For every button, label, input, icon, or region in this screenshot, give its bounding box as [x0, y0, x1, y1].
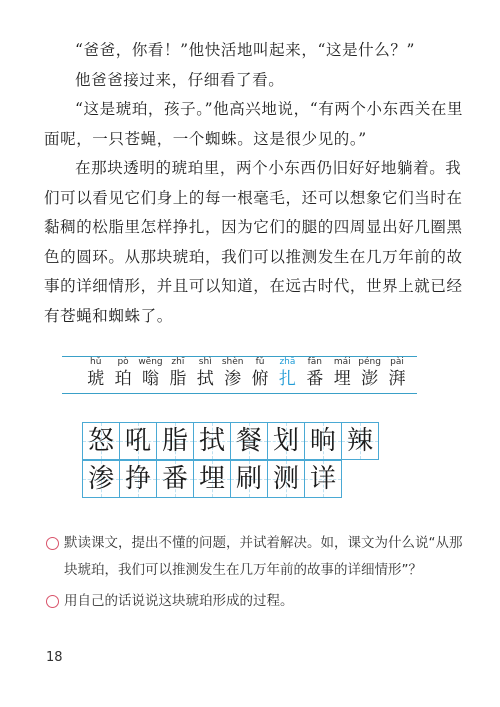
- vocab-char: 渗: [224, 369, 242, 389]
- writing-cell: [156, 422, 194, 460]
- writing-char: 埋: [198, 464, 225, 494]
- writing-grid-row-1: [82, 422, 379, 460]
- writing-char: 刷: [235, 464, 262, 494]
- writing-cell: [82, 460, 120, 498]
- circle-bullet-icon: [46, 595, 59, 608]
- writing-char: 划: [272, 426, 299, 456]
- story-text: [44, 36, 464, 331]
- vocab-item: [192, 356, 219, 390]
- writing-cell: [267, 422, 305, 460]
- vocab-item: [109, 356, 136, 390]
- writing-char: 晌: [309, 426, 336, 456]
- writing-cell: [119, 460, 157, 498]
- vocab-item: [82, 356, 109, 390]
- writing-char: 拭: [198, 426, 225, 456]
- pinyin: wēng: [138, 357, 163, 367]
- pinyin: pò: [117, 357, 129, 367]
- pinyin: péng: [358, 357, 381, 367]
- vocab-char: 俯: [251, 369, 269, 389]
- vocab-item: [246, 356, 273, 390]
- pinyin: shì: [198, 357, 212, 367]
- exercise-text: 默读课文，提出不懂的问题，并试着解决。如，课文为什么说“从那块琥珀，我们可以推测发生在几万年前的故事的详细情形”？: [64, 535, 463, 578]
- vocab-char: 脂: [169, 369, 187, 389]
- vocab-item: [219, 356, 246, 390]
- vocab-char: 澎: [361, 369, 379, 389]
- writing-char: 测: [272, 464, 299, 494]
- writing-char: 挣: [124, 464, 151, 494]
- writing-cell: [230, 422, 268, 460]
- vocab-char: 湃: [388, 369, 406, 389]
- vocab-char: 扎: [278, 369, 296, 389]
- writing-char: 详: [309, 464, 336, 494]
- pinyin: fǔ: [255, 357, 265, 367]
- writing-cell: [193, 422, 231, 460]
- vocab-item: [329, 356, 356, 390]
- pinyin: zhā: [279, 357, 296, 367]
- circle-bullet-icon: [46, 537, 59, 550]
- page-number: 18: [46, 650, 63, 665]
- story-paragraph: “这是琥珀，孩子。”他高兴地说，“有两个小东西关在里面呢，一只苍蝇，一个蜘蛛。这是很少见的。”: [44, 100, 464, 148]
- writing-char: 渗: [87, 464, 114, 494]
- exercise-item: [46, 530, 466, 584]
- vocab-item: [301, 356, 328, 390]
- vocab-bottom-rule: [62, 393, 417, 394]
- pinyin: shèn: [221, 357, 244, 367]
- vocab-char: 拭: [196, 369, 214, 389]
- writing-cell: [267, 460, 305, 498]
- writing-cell: [119, 422, 157, 460]
- vocab-strip: [82, 356, 411, 390]
- pinyin: zhī: [171, 357, 185, 367]
- writing-cell: [230, 460, 268, 498]
- writing-grid-row-2: [82, 460, 342, 498]
- pinyin: fān: [307, 357, 323, 367]
- writing-char: 脂: [161, 426, 188, 456]
- writing-cell: [156, 460, 194, 498]
- vocab-item: [164, 356, 191, 390]
- writing-cell: [193, 460, 231, 498]
- writing-char: 餐: [235, 426, 262, 456]
- vocab-item: [383, 356, 410, 390]
- exercise-item: [46, 588, 466, 615]
- story-paragraph: “爸爸，你看！”他快活地叫起来，“这是什么？”: [75, 41, 415, 59]
- exercise-text: 用自己的话说说这块琥珀形成的过程。: [64, 593, 294, 609]
- pinyin: pài: [390, 357, 404, 367]
- vocab-char: 番: [306, 369, 324, 389]
- writing-cell: [341, 422, 379, 460]
- writing-cell: [304, 422, 342, 460]
- vocab-char: 琥: [87, 369, 105, 389]
- vocab-char: 埋: [333, 369, 351, 389]
- writing-char: 辣: [346, 426, 373, 456]
- writing-char: 番: [161, 464, 188, 494]
- story-paragraph: 他爸爸接过来，仔细看了看。: [75, 70, 285, 89]
- writing-cell: [304, 460, 342, 498]
- vocab-item-highlighted: [274, 356, 301, 390]
- writing-char: 吼: [124, 426, 151, 456]
- vocab-item: [137, 356, 164, 390]
- story-paragraph: 在那块透明的琥珀里，两个小东西仍旧好好地躺着。我们可以看见它们身上的每一根毫毛，还可以想象它们当时在黏稠的松脂里怎样挣扎，因为它们的腿的四周显出好几圈黑色的圆环。从那块琥珀，我们可以推测发生在几万年前的故事的详细情形，并且可以知道，在远古时代，世界上就已经有苍蝇和蜘蛛了。: [44, 159, 463, 325]
- vocab-item: [356, 356, 383, 390]
- vocab-char: 珀: [114, 369, 132, 389]
- writing-char: 怒: [87, 426, 114, 456]
- pinyin: mái: [333, 357, 351, 367]
- vocab-char: 嗡: [141, 369, 159, 389]
- pinyin: hǔ: [89, 357, 102, 367]
- writing-cell: [82, 422, 120, 460]
